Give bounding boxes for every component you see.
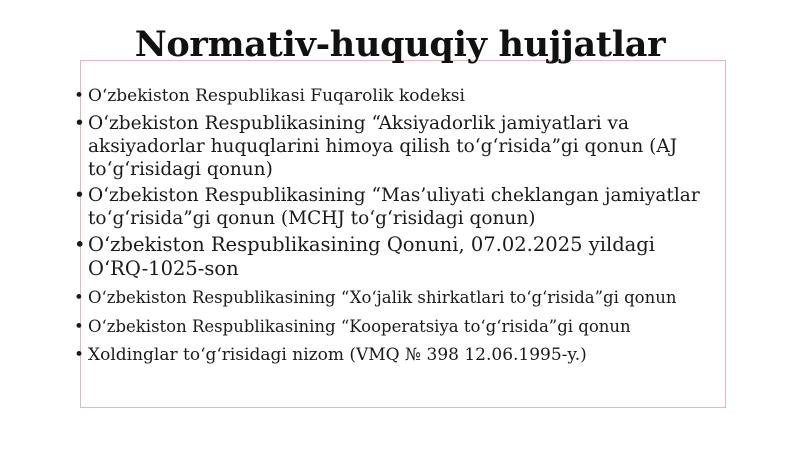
list-item-text: Xoldinglar to‘g‘risidagi nizom (VMQ № 398 12.06.1995-y.) <box>88 345 587 365</box>
list-item <box>74 233 774 281</box>
list-item-text: O‘zbekiston Respublikasining “Kooperatsiya to‘g‘risida”gi qonun <box>88 317 631 336</box>
list-item-text: O‘zbekiston Respublikasi Fuqarolik kodeksi <box>88 86 465 106</box>
list-item-text: O‘zbekiston Respublikasining “Mas’uliyati cheklangan jamiyatlar to‘g‘risida”gi qonun (MCHJ to‘g‘risidagi qonun) <box>88 185 700 229</box>
list-item <box>74 315 774 339</box>
document-list <box>74 84 774 368</box>
list-item <box>74 343 774 368</box>
slide-title: Normativ-huquqiy hujjatlar <box>134 24 666 65</box>
bullet-icon: • <box>74 288 84 307</box>
list-item-text: O‘zbekiston Respublikasining “Xo‘jalik shirkatlari to‘g‘risida”gi qonun <box>88 288 677 307</box>
list-item-text: O‘zbekiston Respublikasining Qonuni, 07.02.2025 yildagi O‘RQ-1025-son <box>88 233 656 280</box>
bullet-icon: • <box>74 185 85 206</box>
list-item <box>74 84 774 109</box>
bullet-icon: • <box>74 233 86 256</box>
list-item <box>74 184 774 230</box>
bullet-icon: • <box>74 317 84 336</box>
bullet-icon: • <box>74 113 85 134</box>
list-item <box>74 112 774 181</box>
list-item <box>74 286 774 310</box>
list-item-text: O‘zbekiston Respublikasining “Aksiyadorlik jamiyatlari va aksiyadorlar huquqlarini himoya qilish to‘g‘risida”gi qonun (AJ to‘g‘risidagi qonun) <box>88 113 678 180</box>
bullet-icon: • <box>74 345 85 365</box>
bullet-icon: • <box>74 86 85 106</box>
